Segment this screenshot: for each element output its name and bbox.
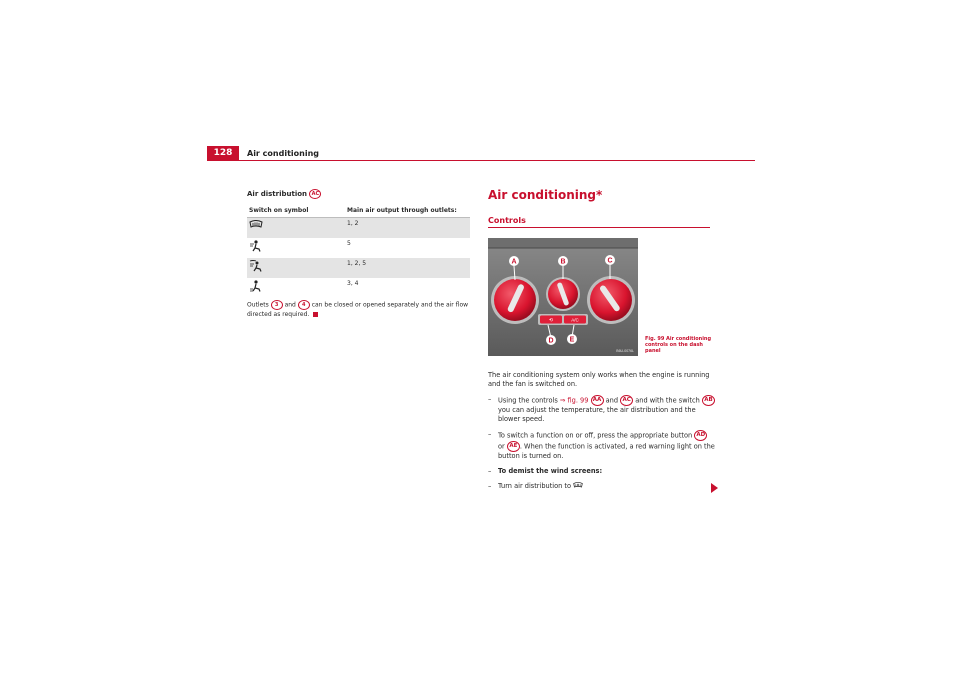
table-cell-outlets: 3, 4 — [347, 280, 359, 287]
item-text: Turn air distribution to — [498, 482, 572, 490]
figure-code: B6U-0076L — [616, 349, 634, 353]
figure-caption: Fig. 99 Air conditioning controls on the dash panel — [645, 336, 712, 354]
air-distribution-table — [247, 205, 470, 298]
intro-paragraph: The air conditioning system only works when the engine is running and the fan is switched on. — [488, 371, 710, 388]
callout-a: A — [511, 258, 517, 266]
callout-c: C — [607, 257, 613, 265]
subheading-controls: Controls — [488, 216, 526, 225]
item-text: Using the controls — [498, 396, 558, 405]
body-text — [488, 371, 716, 497]
section-end-marker — [313, 312, 318, 317]
table-cell-symbol — [247, 238, 345, 258]
control-badge: AB — [702, 395, 715, 406]
subheading-rule — [488, 227, 710, 228]
outlets-note — [247, 300, 471, 319]
dash-marker: – — [488, 430, 492, 438]
note-text: can be closed or opened separately and the air flow directed as required. — [247, 301, 469, 318]
table-header-row — [247, 205, 470, 218]
footwell-airflow-icon — [249, 280, 263, 292]
svg-text:A/C: A/C — [571, 317, 579, 323]
svg-text:⟲: ⟲ — [548, 317, 554, 324]
control-badge: AD — [694, 430, 707, 441]
list-item — [488, 467, 716, 476]
upper-body-airflow-icon — [249, 240, 263, 252]
table-cell-symbol — [247, 278, 345, 298]
item-text: and — [605, 396, 619, 405]
note-text: and — [284, 301, 296, 309]
outlet-badge: 3 — [271, 300, 283, 310]
next-page-arrow-icon[interactable] — [711, 483, 718, 493]
table-cell-outlets: 5 — [347, 240, 351, 247]
table-header-switch: Switch on symbol — [247, 205, 345, 218]
table-row — [247, 238, 470, 258]
figure-reference-link[interactable]: ⇒ fig. 99 — [559, 396, 589, 405]
controls-figure — [488, 238, 638, 356]
item-text: or — [498, 442, 505, 451]
item-text-bold: To demist the wind screens: — [498, 467, 603, 475]
table-cell-outlets: 1, 2 — [345, 218, 470, 239]
dash-marker: – — [488, 395, 492, 403]
callout-b: B — [560, 258, 566, 266]
running-header-title: Air conditioning — [247, 149, 319, 158]
list-item — [488, 482, 716, 491]
item-text: . When the function is activated, a red warning light on the button is turned on. — [498, 442, 715, 460]
dash-marker: – — [488, 467, 492, 475]
callout-d: D — [548, 337, 554, 345]
item-text: and with the switch — [635, 396, 700, 405]
table-cell-symbol — [247, 258, 345, 278]
list-item — [488, 430, 716, 461]
control-badge: AC — [309, 189, 321, 199]
control-badge: AE — [507, 441, 520, 452]
outlet-badge: 4 — [298, 300, 310, 310]
header-rule — [207, 160, 755, 161]
page-title: Air conditioning* — [488, 188, 603, 202]
control-badge: AA — [591, 395, 604, 406]
callout-e: E — [569, 336, 575, 344]
item-text: To switch a function on or off, press the appropriate button — [498, 431, 693, 440]
section-heading-air-distribution — [247, 189, 321, 199]
table-row — [247, 258, 470, 278]
windscreen-demist-icon — [249, 220, 263, 231]
control-badge: AC — [620, 395, 633, 406]
windscreen-and-upper-body-icon — [249, 260, 263, 272]
page-number: 128 — [207, 146, 239, 160]
table-row — [247, 218, 470, 239]
table-row — [247, 278, 470, 298]
dash-panel-illustration — [488, 238, 638, 356]
note-text: Outlets — [247, 301, 269, 309]
table-cell-symbol — [247, 218, 345, 239]
windscreen-demist-icon — [573, 482, 583, 490]
table-header-output: Main air output through outlets: — [345, 205, 470, 218]
list-item — [488, 395, 716, 424]
table-cell-outlets: 1, 2, 5 — [345, 258, 470, 278]
item-text: you can adjust the temperature, the air distribution and the blower speed. — [498, 406, 696, 423]
section-heading-text: Air distribution — [247, 190, 308, 198]
dash-marker: – — [488, 482, 492, 490]
